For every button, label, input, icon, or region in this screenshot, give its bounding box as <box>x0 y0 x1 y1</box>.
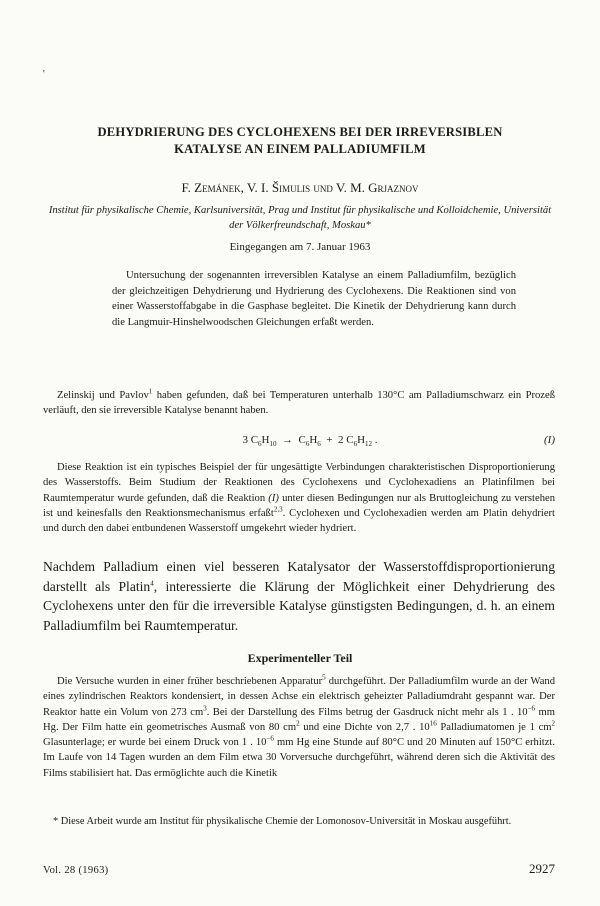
superscript: 2 <box>551 719 556 728</box>
section-heading: Experimenteller Teil <box>247 651 353 665</box>
abstract: Untersuchung der sogenannten irreversiblen Katalyse an einem Palladiumfilm, bezüglich der gleichzeitigen Dehydrierung und Hydrierung des Cyclohexens. Die Reaktionen sind von einer Wasserstoffabgabe in die Gasphase begleitet. Die Kinetik der Dehydrierung kann durch die Langmuir-Hinshelwoodschen Gleichungen erfaßt werden. <box>112 270 516 328</box>
article-title <box>40 124 560 158</box>
paragraph-3-text-a: Nachdem Palladium einen viel besseren Katalysator der Wasserstoffdisproportionierung darstellt als Platin <box>43 559 555 594</box>
authors: F. Zemánek, V. I. Šimulis und V. M. Grjaznov <box>181 180 419 195</box>
paragraph-2-text-a: Diese Reaktion ist ein typisches Beispiel der für ungesättigte Verbindungen charakteristischen Disproportionierung des Wasserstoffs. Beim Studium der Reaktionen des Cyclohexens und Cyclohexadiens an Platinfilmen bei Raumtemperatur wurde gefunden, daß die Reaktion <box>43 462 555 504</box>
paragraph-4-text-a: Die Versuche wurden in einer früher beschriebenen Apparatur <box>57 676 323 687</box>
paragraph-3-text-b: , interessierte die Klärung der Möglichkeit einer Dehydrierung des Cyclohexens unter den für die irreversible Katalyse günstigsten Bedingungen, d. h. an einem Palladiumfilm bei Raumtemperatur. <box>43 578 555 633</box>
received-date: Eingegangen am 7. Januar 1963 <box>229 241 371 253</box>
equation-number: (I) <box>544 434 555 446</box>
article-title-line-2: KATALYSE AN EINEM PALLADIUMFILM <box>174 142 426 156</box>
journal-volume: Vol. 28 (1963) <box>43 865 109 876</box>
paragraph-1-text-b: haben gefunden, daß bei Temperaturen unterhalb 130°C am Palladiumschwarz ein Prozeß verläuft, den sie irreversible Katalyse benannt haben. <box>43 390 555 417</box>
reference-5: 5 <box>322 673 326 682</box>
paragraph-3 <box>43 557 555 635</box>
paragraph-4 <box>43 674 555 781</box>
paragraph-4-text-d: mm Hg. Der Film hatte ein geometrisches Ausmaß von 80 cm <box>43 706 555 733</box>
reference-2-3: 2,3 <box>273 505 283 514</box>
superscript: 16 <box>429 719 437 728</box>
superscript: −6 <box>266 734 274 743</box>
paragraph-2-text-c: . Cyclohexen und Cyclohexadien werden am Platin dehydriert und durch den dabei entbundenen Wasserstoff umgekehrt wieder hydriert. <box>43 507 556 535</box>
paragraph-4-text-f: Palladiumatomen je 1 cm <box>436 721 552 733</box>
paragraph-4-text-h: mm Hg eine Stunde auf 80°C und 20 Minuten auf 150°C erhitzt. Im Laufe von 14 Tagen wurden an dem Film etwa 30 Vorversuche durchgeführt, während deren sich die Aktivität des Films stabilisiert hat. Das ermöglichte auch die Kinetik <box>43 737 555 779</box>
superscript: 2 <box>296 719 300 728</box>
margin-mark: ' <box>43 69 45 80</box>
paragraph-4-text-g: Glasunterlage; er wurde bei einem Druck von 1 . 10 <box>43 737 267 749</box>
footnote: * Diese Arbeit wurde am Institut für physikalische Chemie der Lomonosov-Universität in Moskau ausgeführt. <box>53 816 512 827</box>
reference-1: 1 <box>148 387 153 396</box>
paragraph-2 <box>43 460 555 536</box>
superscript: 3 <box>203 704 207 713</box>
paragraph-2-text-b: unter diesen Bedingungen nur als Bruttogleichung zu verstehen ist und keinesfalls den Reaktionsmechanismus erfaßt <box>43 492 555 519</box>
paragraph-4-text-b: durchgeführt. Der Palladiumfilm wurde an der Wand eines zylindrischen Reaktors kondensiert, in dessen Achse ein elektrisch geheizter Palladiumdraht gespannt war. Der Reaktor hatte ein Volum von 273 cm <box>43 676 555 718</box>
equation-formula: 3 $C_6H_{10} \to C_6H_6 + 2$ $C_6H_{12}$ . <box>242 434 378 449</box>
page-number: 2927 <box>529 861 555 876</box>
article-title-line-1: DEHYDRIERUNG DES CYCLOHEXENS BEI DER IRREVERSIBLEN <box>97 125 503 139</box>
paragraph-4-text-e: und eine Dichte von 2,7 . 10 <box>299 721 430 733</box>
paragraph-4-text-c: . Bei der Darstellung des Films betrug der Gasdruck nicht mehr als 1 . 10 <box>206 706 528 718</box>
superscript: −6 <box>527 704 536 713</box>
reference-4: 4 <box>150 579 154 588</box>
affiliation: Institut für physikalische Chemie, Karlsuniversität, Prag und Institut für physikalische und Kolloidchemie, Universität der Völkerfreundschaft, Moskau* <box>48 205 552 231</box>
equation-reference: (I) <box>268 492 279 504</box>
paragraph-1 <box>43 388 555 419</box>
paragraph-1-text-a: Zelinskij und Pavlov <box>57 390 149 401</box>
